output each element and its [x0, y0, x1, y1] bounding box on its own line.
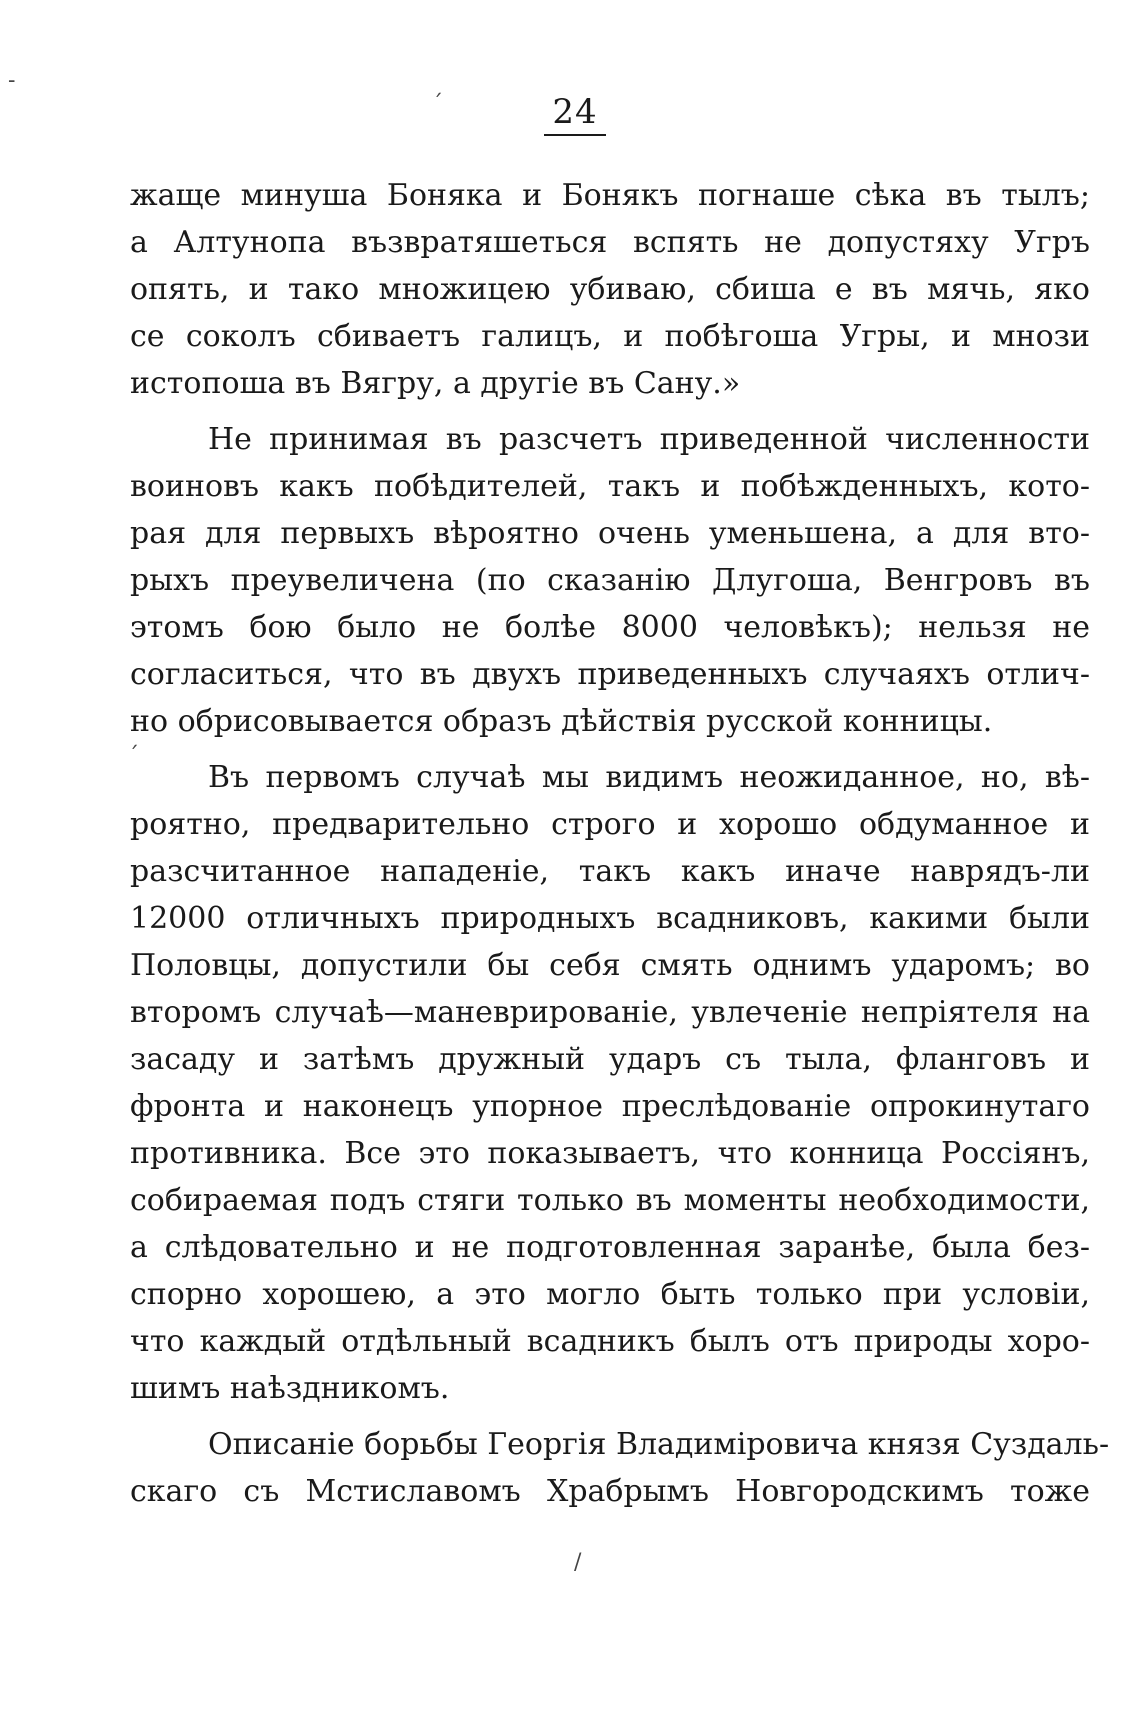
text-line: 12000 отличныхъ природныхъ всадниковъ, какими были	[130, 901, 1090, 936]
text-line: се соколъ сбиваетъ галицъ, и побѣгоша Угры, и мнози	[130, 319, 1090, 354]
scan-speck: -	[8, 68, 16, 93]
text-line: второмъ случаѣ—маневрированіе, увлеченіе непріятеля на	[130, 995, 1090, 1030]
text-line: скаго съ Мстиславомъ Храбрымъ Новгородскимъ тоже	[130, 1474, 1090, 1509]
text-line: спорно хорошею, а это могло быть только при условіи,	[130, 1277, 1090, 1312]
text-line: но обрисовывается образъ дѣйствія русской конницы.	[130, 704, 993, 739]
scan-speck: /	[574, 1550, 582, 1575]
text-line: Описаніе борьбы Георгія Владиміровича князя Суздаль-	[208, 1427, 1110, 1462]
text-line: воиновъ какъ побѣдителей, такъ и побѣжденныхъ, кото-	[130, 469, 1090, 504]
text-line: засаду и затѣмъ дружный ударъ съ тыла, фланговъ и	[130, 1042, 1090, 1077]
text-line: что каждый отдѣльный всадникъ былъ отъ природы хоро-	[130, 1324, 1090, 1359]
scan-speck: ´	[432, 92, 443, 117]
paragraph-4	[130, 1421, 1110, 1515]
text-line: истопоша въ Вягру, а другіе въ Сану.»	[130, 366, 741, 401]
text-line: а слѣдовательно и не подготовленная заранѣе, была без-	[130, 1230, 1090, 1265]
text-line: разсчитанное нападеніе, такъ какъ иначе наврядъ-ли	[130, 854, 1090, 889]
text-line: жаще минуша Боняка и Бонякъ погнаше сѣка въ тылъ;	[130, 178, 1090, 213]
text-line: рыхъ преувеличена (по сказанію Длугоша, Венгровъ въ	[130, 563, 1090, 598]
text-line: рая для первыхъ вѣроятно очень уменьшена, а для вто-	[130, 516, 1090, 551]
text-line: опять, и тако множицею убиваю, сбиша е въ мячь, яко	[130, 272, 1090, 307]
text-line: противника. Все это показываетъ, что конница Россіянъ,	[130, 1136, 1090, 1171]
page-number: 24	[0, 92, 1140, 136]
text-line: а Алтунопа възвратяшеться вспять не допустяху Угръ	[130, 225, 1090, 260]
text-line: Въ первомъ случаѣ мы видимъ неожиданное, но, вѣ-	[208, 760, 1090, 795]
text-line: Половцы, допустили бы себя смять однимъ ударомъ; во	[130, 948, 1090, 983]
text-line: Не принимая въ разсчетъ приведенной численности	[208, 422, 1090, 457]
paragraph-1	[130, 172, 1090, 407]
paragraph-2	[130, 416, 1090, 745]
text-line: роятно, предварительно строго и хорошо обдуманное и	[130, 807, 1090, 842]
paragraph-3	[130, 754, 1090, 1412]
text-line: этомъ бою было не болѣе 8000 человѣкъ); нельзя не	[130, 610, 1090, 645]
text-line: собираемая подъ стяги только въ моменты необходимости,	[130, 1183, 1090, 1218]
scan-speck: ´	[128, 744, 139, 769]
body-text	[130, 172, 1110, 1515]
text-line: согласиться, что въ двухъ приведенныхъ случаяхъ отлич-	[130, 657, 1090, 692]
text-line: фронта и наконецъ упорное преслѣдованіе опрокинутаго	[130, 1089, 1090, 1124]
text-line: шимъ наѣздникомъ.	[130, 1371, 450, 1406]
